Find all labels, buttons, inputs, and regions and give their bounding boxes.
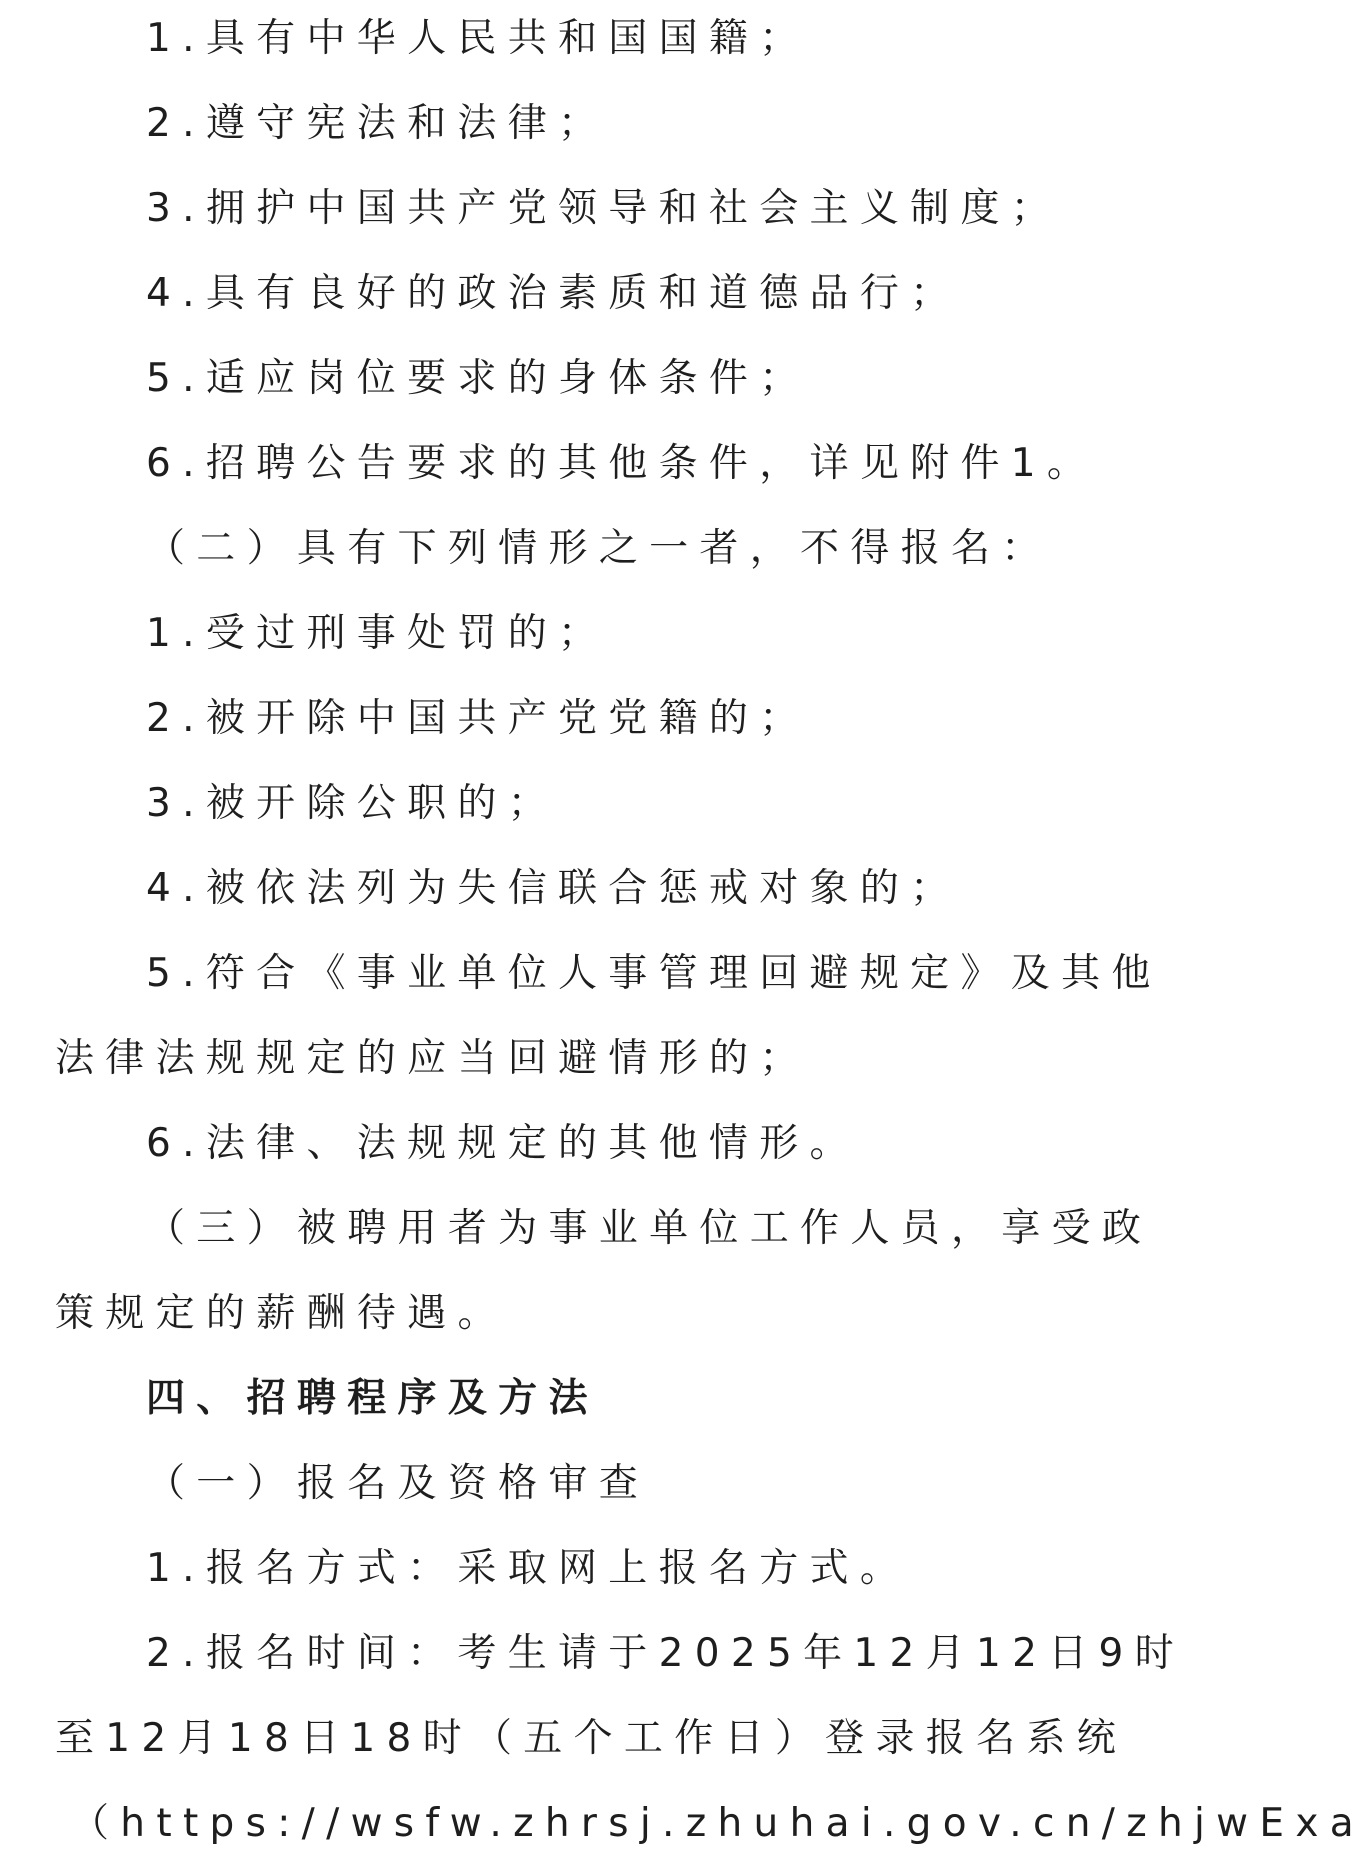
text-line-10: 3.被开除公职的； <box>146 781 559 826</box>
text-line-21: 至12月18日18时（五个工作日）登录报名系统 <box>55 1716 1128 1761</box>
text-line-6: 6.招聘公告要求的其他条件，详见附件1。 <box>146 441 1098 486</box>
text-line-16: 策规定的薪酬待遇。 <box>55 1291 508 1336</box>
text-line-12: 5.符合《事业单位人事管理回避规定》及其他 <box>146 951 1162 996</box>
registration-url-line: （https://wsfw.zhrsj.zhuhai.gov.cn/zhjwExa <box>70 1801 1365 1846</box>
text-line-3: 3.拥护中国共产党领导和社会主义制度； <box>146 186 1062 231</box>
text-line-19: 1.报名方式：采取网上报名方式。 <box>146 1546 911 1591</box>
text-line-13: 法律法规规定的应当回避情形的； <box>55 1036 810 1081</box>
text-line-1: 1.具有中华人民共和国国籍； <box>146 16 810 61</box>
text-line-2: 2.遵守宪法和法律； <box>146 101 609 146</box>
text-line-15: （三）被聘用者为事业单位工作人员，享受政 <box>146 1206 1153 1251</box>
text-line-8: 1.受过刑事处罚的； <box>146 611 609 656</box>
text-line-4: 4.具有良好的政治素质和道德品行； <box>146 271 961 316</box>
text-line-20: 2.报名时间：考生请于2025年12月12日9时 <box>146 1631 1185 1676</box>
text-line-14: 6.法律、法规规定的其他情形。 <box>146 1121 860 1166</box>
section-heading-recruitment-procedure: 四、招聘程序及方法 <box>146 1376 599 1421</box>
text-line-7: （二）具有下列情形之一者，不得报名： <box>146 526 1052 571</box>
text-line-5: 5.适应岗位要求的身体条件； <box>146 356 810 401</box>
text-line-9: 2.被开除中国共产党党籍的； <box>146 696 810 741</box>
text-line-18: （一）报名及资格审查 <box>146 1461 650 1506</box>
text-line-11: 4.被依法列为失信联合惩戒对象的； <box>146 866 961 911</box>
